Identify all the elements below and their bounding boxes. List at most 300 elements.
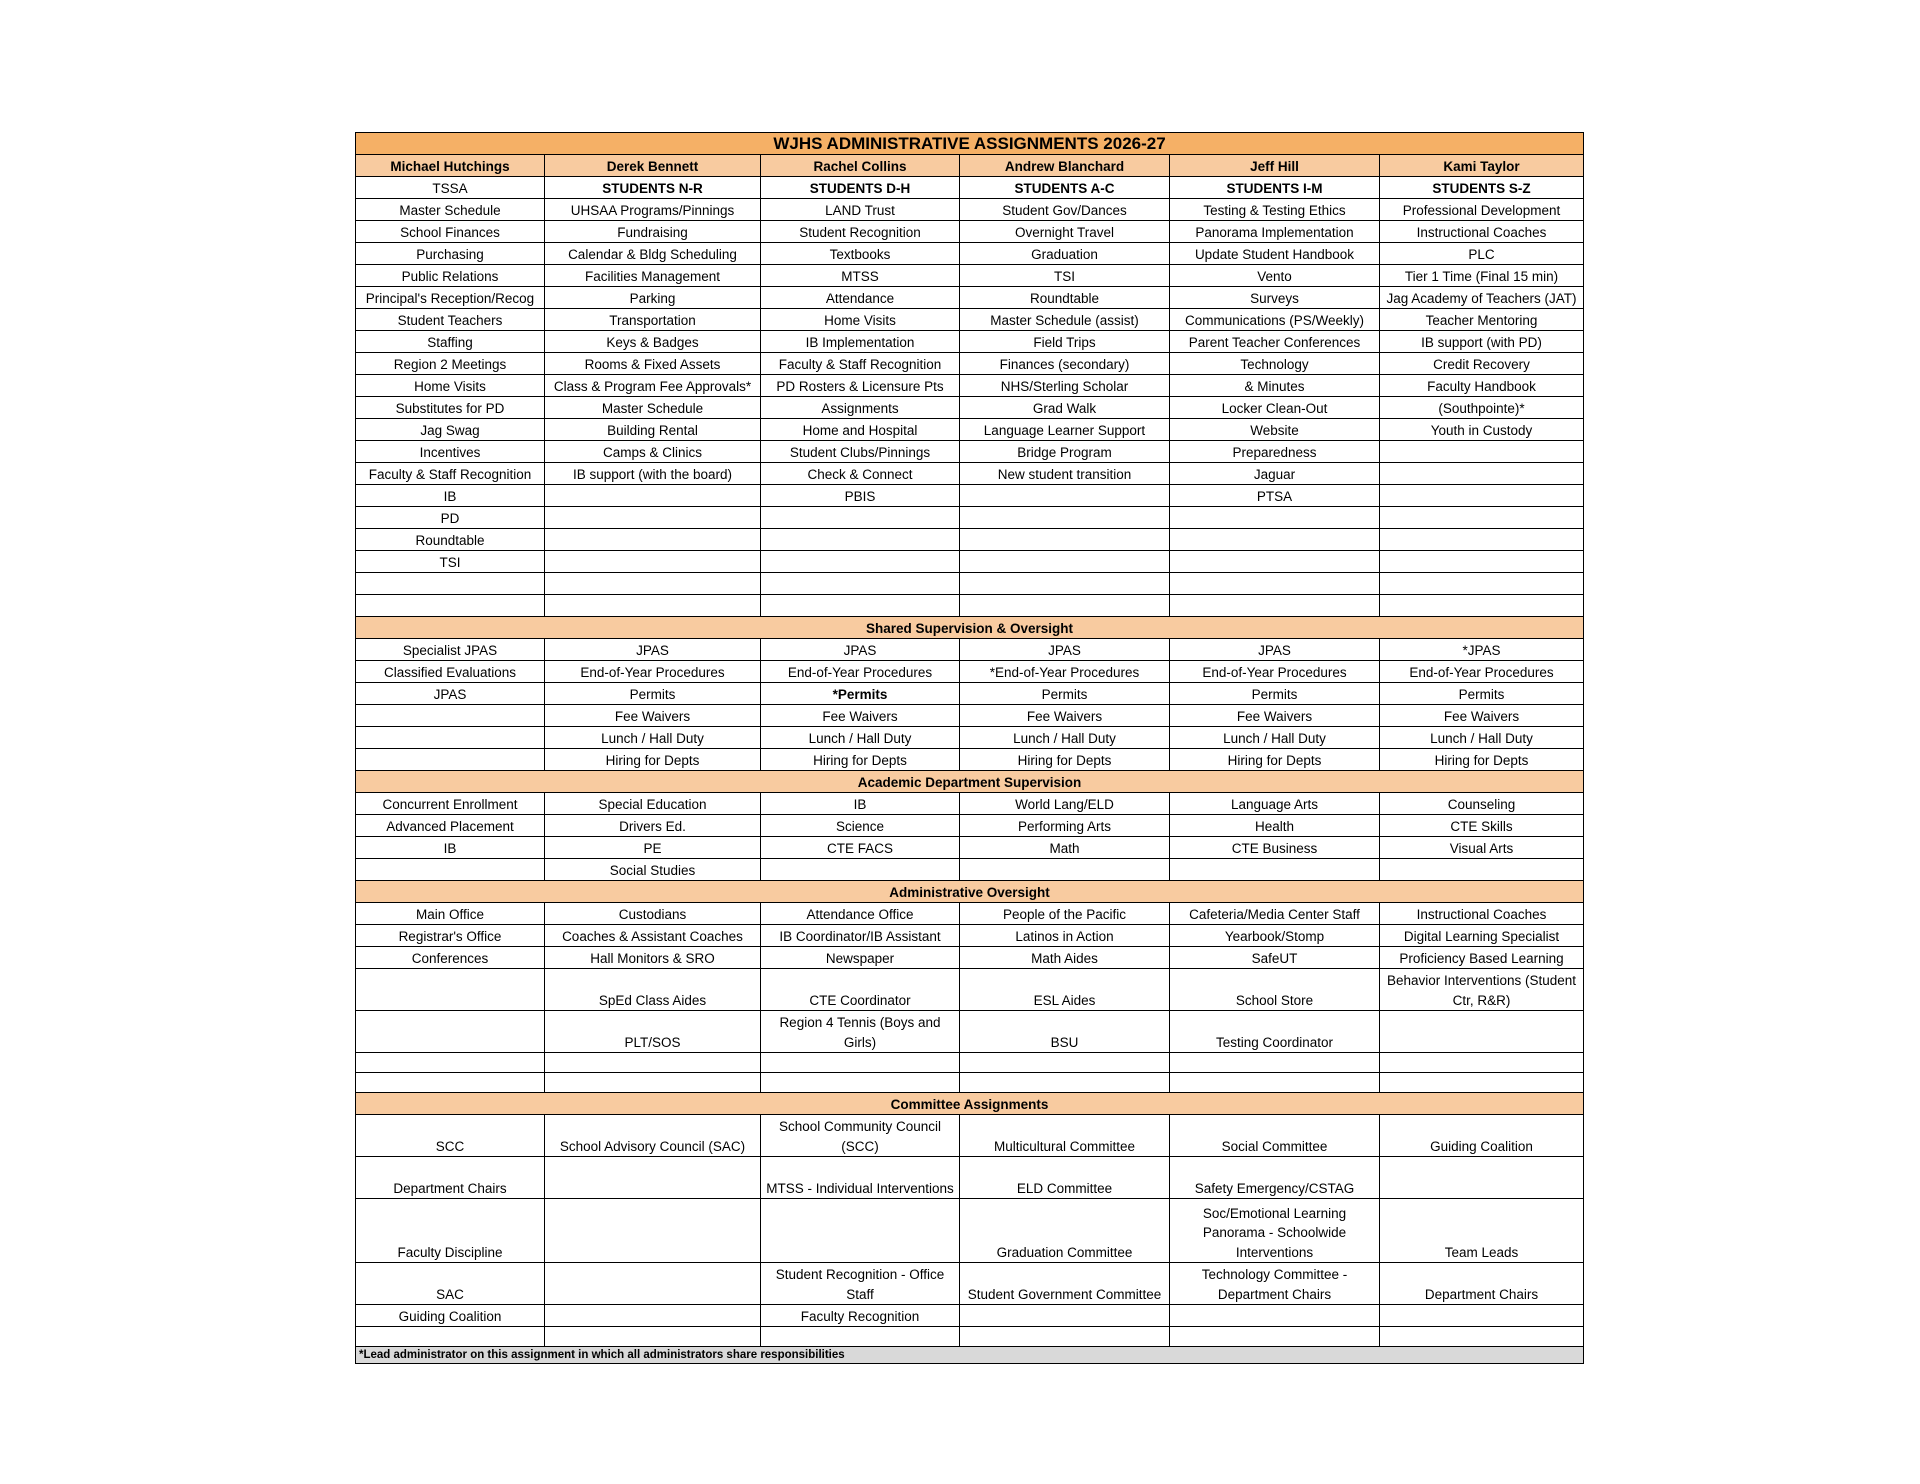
section-row bbox=[356, 969, 1584, 1011]
assignment-row bbox=[356, 309, 1584, 331]
table-cell: UHSAA Programs/Pinnings bbox=[545, 199, 761, 221]
assignment-row bbox=[356, 397, 1584, 419]
administrator-name: Derek Bennett bbox=[545, 155, 761, 177]
section-header-row bbox=[356, 1093, 1584, 1115]
table-cell: Registrar's Office bbox=[356, 925, 545, 947]
table-cell: Graduation Committee bbox=[960, 1199, 1170, 1263]
table-cell bbox=[545, 1199, 761, 1263]
table-cell bbox=[761, 595, 960, 617]
table-cell: Finances (secondary) bbox=[960, 353, 1170, 375]
table-cell: Professional Development bbox=[1380, 199, 1584, 221]
table-cell: Permits bbox=[545, 683, 761, 705]
page-title: WJHS ADMINISTRATIVE ASSIGNMENTS 2026-27 bbox=[356, 133, 1584, 155]
table-cell: End-of-Year Procedures bbox=[545, 661, 761, 683]
table-cell: Faculty & Staff Recognition bbox=[761, 353, 960, 375]
table-cell: Region 2 Meetings bbox=[356, 353, 545, 375]
table-cell: Math bbox=[960, 837, 1170, 859]
table-cell bbox=[545, 1053, 761, 1073]
section-header-row bbox=[356, 881, 1584, 903]
table-cell: Instructional Coaches bbox=[1380, 221, 1584, 243]
table-cell: Fee Waivers bbox=[960, 705, 1170, 727]
section-row bbox=[356, 1263, 1584, 1305]
table-cell: Technology Committee - Department Chairs bbox=[1170, 1263, 1380, 1305]
table-cell bbox=[1170, 1053, 1380, 1073]
assignment-row bbox=[356, 419, 1584, 441]
table-cell: JPAS bbox=[1170, 639, 1380, 661]
table-cell: Advanced Placement bbox=[356, 815, 545, 837]
assignment-row bbox=[356, 221, 1584, 243]
table-cell: Testing Coordinator bbox=[1170, 1011, 1380, 1053]
table-cell: Student Recognition - Office Staff bbox=[761, 1263, 960, 1305]
table-cell bbox=[761, 1053, 960, 1073]
table-cell bbox=[960, 529, 1170, 551]
table-cell: Panorama Implementation bbox=[1170, 221, 1380, 243]
assignment-row bbox=[356, 551, 1584, 573]
table-cell: BSU bbox=[960, 1011, 1170, 1053]
table-cell: TSI bbox=[960, 265, 1170, 287]
table-cell bbox=[356, 1073, 545, 1093]
table-cell bbox=[960, 595, 1170, 617]
table-cell: Lunch / Hall Duty bbox=[761, 727, 960, 749]
table-cell: Attendance bbox=[761, 287, 960, 309]
table-cell: Camps & Clinics bbox=[545, 441, 761, 463]
table-cell bbox=[1380, 1305, 1584, 1327]
table-cell: Health bbox=[1170, 815, 1380, 837]
table-cell: Fee Waivers bbox=[545, 705, 761, 727]
table-cell: PLC bbox=[1380, 243, 1584, 265]
table-cell: Overnight Travel bbox=[960, 221, 1170, 243]
table-cell bbox=[545, 595, 761, 617]
table-cell bbox=[1170, 573, 1380, 595]
table-cell: Department Chairs bbox=[1380, 1263, 1584, 1305]
table-cell bbox=[1380, 1073, 1584, 1093]
table-cell: Incentives bbox=[356, 441, 545, 463]
table-cell: Proficiency Based Learning bbox=[1380, 947, 1584, 969]
section-row bbox=[356, 1011, 1584, 1053]
table-cell: Facilities Management bbox=[545, 265, 761, 287]
table-cell: Home and Hospital bbox=[761, 419, 960, 441]
table-cell: MTSS - Individual Interventions bbox=[761, 1157, 960, 1199]
table-cell: Student Recognition bbox=[761, 221, 960, 243]
table-cell: Fee Waivers bbox=[1380, 705, 1584, 727]
section-row bbox=[356, 1157, 1584, 1199]
table-cell: Faculty Discipline bbox=[356, 1199, 545, 1263]
table-cell: CTE Business bbox=[1170, 837, 1380, 859]
assignment-row bbox=[356, 529, 1584, 551]
section-header-row bbox=[356, 617, 1584, 639]
table-cell: Guiding Coalition bbox=[356, 1305, 545, 1327]
table-cell: Multicultural Committee bbox=[960, 1115, 1170, 1157]
table-cell: Update Student Handbook bbox=[1170, 243, 1380, 265]
assignment-row bbox=[356, 243, 1584, 265]
table-cell: Website bbox=[1170, 419, 1380, 441]
table-cell: Roundtable bbox=[960, 287, 1170, 309]
table-cell bbox=[1380, 595, 1584, 617]
table-cell: Social Committee bbox=[1170, 1115, 1380, 1157]
table-cell: Faculty & Staff Recognition bbox=[356, 463, 545, 485]
table-cell: Keys & Badges bbox=[545, 331, 761, 353]
table-cell bbox=[356, 859, 545, 881]
table-cell: & Minutes bbox=[1170, 375, 1380, 397]
table-cell bbox=[545, 1327, 761, 1347]
table-cell: Purchasing bbox=[356, 243, 545, 265]
table-cell bbox=[960, 1327, 1170, 1347]
table-cell: School Finances bbox=[356, 221, 545, 243]
table-cell: Math Aides bbox=[960, 947, 1170, 969]
section-row bbox=[356, 1053, 1584, 1073]
table-cell: Behavior Interventions (Student Ctr, R&R) bbox=[1380, 969, 1584, 1011]
student-group: STUDENTS I-M bbox=[1170, 177, 1380, 199]
table-cell: Credit Recovery bbox=[1380, 353, 1584, 375]
table-cell bbox=[761, 1327, 960, 1347]
table-cell: Student Government Committee bbox=[960, 1263, 1170, 1305]
section-row bbox=[356, 1199, 1584, 1263]
table-cell bbox=[1170, 859, 1380, 881]
section-row bbox=[356, 903, 1584, 925]
table-cell: Bridge Program bbox=[960, 441, 1170, 463]
section-row bbox=[356, 1115, 1584, 1157]
table-cell bbox=[545, 507, 761, 529]
table-cell bbox=[1380, 573, 1584, 595]
table-cell: IB support (with the board) bbox=[545, 463, 761, 485]
table-cell: Fee Waivers bbox=[1170, 705, 1380, 727]
assignment-row bbox=[356, 485, 1584, 507]
table-cell: TSI bbox=[356, 551, 545, 573]
administrator-name: Kami Taylor bbox=[1380, 155, 1584, 177]
table-cell bbox=[545, 1073, 761, 1093]
table-cell bbox=[1170, 529, 1380, 551]
table-cell: Staffing bbox=[356, 331, 545, 353]
section-row bbox=[356, 815, 1584, 837]
section-row bbox=[356, 837, 1584, 859]
table-cell: Drivers Ed. bbox=[545, 815, 761, 837]
student-group-row bbox=[356, 177, 1584, 199]
table-cell: Faculty Handbook bbox=[1380, 375, 1584, 397]
table-cell bbox=[960, 1053, 1170, 1073]
table-cell: Hall Monitors & SRO bbox=[545, 947, 761, 969]
table-cell: Department Chairs bbox=[356, 1157, 545, 1199]
student-group: STUDENTS N-R bbox=[545, 177, 761, 199]
table-cell: Region 4 Tennis (Boys and Girls) bbox=[761, 1011, 960, 1053]
table-cell: Fee Waivers bbox=[761, 705, 960, 727]
table-cell: Attendance Office bbox=[761, 903, 960, 925]
table-cell: Visual Arts bbox=[1380, 837, 1584, 859]
table-cell: Assignments bbox=[761, 397, 960, 419]
table-cell: PLT/SOS bbox=[545, 1011, 761, 1053]
table-cell: School Store bbox=[1170, 969, 1380, 1011]
table-cell: Custodians bbox=[545, 903, 761, 925]
table-cell: Calendar & Bldg Scheduling bbox=[545, 243, 761, 265]
table-cell bbox=[356, 727, 545, 749]
table-cell: End-of-Year Procedures bbox=[1170, 661, 1380, 683]
table-cell bbox=[545, 1157, 761, 1199]
section-row bbox=[356, 793, 1584, 815]
section-row bbox=[356, 727, 1584, 749]
table-cell: School Community Council (SCC) bbox=[761, 1115, 960, 1157]
table-cell: Coaches & Assistant Coaches bbox=[545, 925, 761, 947]
section-row bbox=[356, 925, 1584, 947]
table-cell: JPAS bbox=[761, 639, 960, 661]
table-cell: Student Gov/Dances bbox=[960, 199, 1170, 221]
table-cell: ESL Aides bbox=[960, 969, 1170, 1011]
table-cell bbox=[545, 573, 761, 595]
table-cell: Principal's Reception/Recog bbox=[356, 287, 545, 309]
table-cell: Vento bbox=[1170, 265, 1380, 287]
table-cell: Performing Arts bbox=[960, 815, 1170, 837]
table-cell: Hiring for Depts bbox=[545, 749, 761, 771]
table-cell: Teacher Mentoring bbox=[1380, 309, 1584, 331]
table-cell bbox=[960, 551, 1170, 573]
student-group: STUDENTS A-C bbox=[960, 177, 1170, 199]
administrator-name: Rachel Collins bbox=[761, 155, 960, 177]
table-cell: End-of-Year Procedures bbox=[761, 661, 960, 683]
table-cell: Locker Clean-Out bbox=[1170, 397, 1380, 419]
section-row bbox=[356, 1305, 1584, 1327]
table-cell: JPAS bbox=[545, 639, 761, 661]
section-row bbox=[356, 705, 1584, 727]
table-cell bbox=[1170, 551, 1380, 573]
table-cell bbox=[356, 705, 545, 727]
table-cell: SCC bbox=[356, 1115, 545, 1157]
table-cell bbox=[356, 1053, 545, 1073]
table-cell: Parent Teacher Conferences bbox=[1170, 331, 1380, 353]
table-cell bbox=[1380, 1053, 1584, 1073]
assignment-row bbox=[356, 595, 1584, 617]
table-cell: Safety Emergency/CSTAG bbox=[1170, 1157, 1380, 1199]
assignment-row bbox=[356, 375, 1584, 397]
table-cell: IB bbox=[761, 793, 960, 815]
table-cell: Counseling bbox=[1380, 793, 1584, 815]
table-cell: *JPAS bbox=[1380, 639, 1584, 661]
assignment-row bbox=[356, 199, 1584, 221]
table-cell bbox=[1380, 507, 1584, 529]
table-cell: PTSA bbox=[1170, 485, 1380, 507]
table-cell: Student Teachers bbox=[356, 309, 545, 331]
table-cell: World Lang/ELD bbox=[960, 793, 1170, 815]
table-cell: Special Education bbox=[545, 793, 761, 815]
table-cell bbox=[1380, 529, 1584, 551]
table-cell: JPAS bbox=[356, 683, 545, 705]
table-cell: ELD Committee bbox=[960, 1157, 1170, 1199]
table-cell: People of the Pacific bbox=[960, 903, 1170, 925]
section-header: Committee Assignments bbox=[356, 1093, 1584, 1115]
section-header: Academic Department Supervision bbox=[356, 771, 1584, 793]
table-cell: Field Trips bbox=[960, 331, 1170, 353]
table-cell bbox=[761, 573, 960, 595]
table-cell: PE bbox=[545, 837, 761, 859]
table-cell bbox=[761, 507, 960, 529]
table-cell bbox=[545, 551, 761, 573]
table-cell: Communications (PS/Weekly) bbox=[1170, 309, 1380, 331]
assignment-row bbox=[356, 441, 1584, 463]
table-cell bbox=[356, 595, 545, 617]
administrator-name: Michael Hutchings bbox=[356, 155, 545, 177]
table-cell: Lunch / Hall Duty bbox=[545, 727, 761, 749]
table-cell: Hiring for Depts bbox=[761, 749, 960, 771]
table-cell: IB bbox=[356, 485, 545, 507]
table-cell: Conferences bbox=[356, 947, 545, 969]
section-row bbox=[356, 859, 1584, 881]
table-cell: End-of-Year Procedures bbox=[1380, 661, 1584, 683]
table-cell: PBIS bbox=[761, 485, 960, 507]
table-cell: Youth in Custody bbox=[1380, 419, 1584, 441]
table-cell: Grad Walk bbox=[960, 397, 1170, 419]
table-cell: Student Clubs/Pinnings bbox=[761, 441, 960, 463]
table-cell: Home Visits bbox=[761, 309, 960, 331]
table-cell bbox=[1170, 1073, 1380, 1093]
section-row bbox=[356, 1327, 1584, 1347]
table-cell bbox=[960, 1073, 1170, 1093]
table-cell: CTE FACS bbox=[761, 837, 960, 859]
table-cell: Master Schedule (assist) bbox=[960, 309, 1170, 331]
section-row bbox=[356, 749, 1584, 771]
table-cell: Social Studies bbox=[545, 859, 761, 881]
table-cell: Latinos in Action bbox=[960, 925, 1170, 947]
table-cell bbox=[1380, 463, 1584, 485]
section-header: Administrative Oversight bbox=[356, 881, 1584, 903]
administrator-name: Andrew Blanchard bbox=[960, 155, 1170, 177]
table-cell: LAND Trust bbox=[761, 199, 960, 221]
table-cell bbox=[545, 529, 761, 551]
table-cell: Public Relations bbox=[356, 265, 545, 287]
table-cell: Lunch / Hall Duty bbox=[1170, 727, 1380, 749]
table-cell: Yearbook/Stomp bbox=[1170, 925, 1380, 947]
table-cell: Digital Learning Specialist bbox=[1380, 925, 1584, 947]
table-cell bbox=[761, 551, 960, 573]
table-cell bbox=[960, 573, 1170, 595]
table-cell bbox=[356, 573, 545, 595]
assignments-table bbox=[355, 132, 1584, 1364]
table-cell: IB Coordinator/IB Assistant bbox=[761, 925, 960, 947]
table-cell: Concurrent Enrollment bbox=[356, 793, 545, 815]
table-cell: Class & Program Fee Approvals* bbox=[545, 375, 761, 397]
table-cell: Tier 1 Time (Final 15 min) bbox=[1380, 265, 1584, 287]
table-cell bbox=[960, 859, 1170, 881]
table-cell: Permits bbox=[960, 683, 1170, 705]
table-cell: IB Implementation bbox=[761, 331, 960, 353]
table-cell: Textbooks bbox=[761, 243, 960, 265]
table-cell: Lunch / Hall Duty bbox=[1380, 727, 1584, 749]
table-cell: Parking bbox=[545, 287, 761, 309]
table-cell: *End-of-Year Procedures bbox=[960, 661, 1170, 683]
table-cell: Hiring for Depts bbox=[1170, 749, 1380, 771]
table-cell: Building Rental bbox=[545, 419, 761, 441]
student-group: TSSA bbox=[356, 177, 545, 199]
assignment-row bbox=[356, 265, 1584, 287]
table-cell: School Advisory Council (SAC) bbox=[545, 1115, 761, 1157]
table-cell bbox=[1380, 441, 1584, 463]
student-group: STUDENTS D-H bbox=[761, 177, 960, 199]
table-cell bbox=[1170, 507, 1380, 529]
table-cell bbox=[356, 1011, 545, 1053]
table-cell: Classified Evaluations bbox=[356, 661, 545, 683]
table-cell: IB support (with PD) bbox=[1380, 331, 1584, 353]
table-cell: *Permits bbox=[761, 683, 960, 705]
table-cell: PD bbox=[356, 507, 545, 529]
assignment-row bbox=[356, 507, 1584, 529]
table-cell: Instructional Coaches bbox=[1380, 903, 1584, 925]
table-cell bbox=[545, 485, 761, 507]
table-cell bbox=[356, 749, 545, 771]
table-cell bbox=[960, 485, 1170, 507]
administrator-header-row bbox=[356, 155, 1584, 177]
table-cell: JPAS bbox=[960, 639, 1170, 661]
table-cell: Roundtable bbox=[356, 529, 545, 551]
table-cell bbox=[1170, 1327, 1380, 1347]
section-row bbox=[356, 661, 1584, 683]
table-cell: SafeUT bbox=[1170, 947, 1380, 969]
section-row bbox=[356, 947, 1584, 969]
table-cell bbox=[545, 1305, 761, 1327]
table-cell: Master Schedule bbox=[545, 397, 761, 419]
table-cell: Permits bbox=[1380, 683, 1584, 705]
assignment-row bbox=[356, 331, 1584, 353]
table-cell bbox=[356, 1327, 545, 1347]
section-header-row bbox=[356, 771, 1584, 793]
student-group: STUDENTS S-Z bbox=[1380, 177, 1584, 199]
table-cell: Jag Academy of Teachers (JAT) bbox=[1380, 287, 1584, 309]
table-cell bbox=[761, 529, 960, 551]
table-cell bbox=[761, 1199, 960, 1263]
table-cell: Lunch / Hall Duty bbox=[960, 727, 1170, 749]
table-cell: MTSS bbox=[761, 265, 960, 287]
table-cell: Hiring for Depts bbox=[960, 749, 1170, 771]
table-cell: Guiding Coalition bbox=[1380, 1115, 1584, 1157]
table-cell: CTE Skills bbox=[1380, 815, 1584, 837]
table-cell: Technology bbox=[1170, 353, 1380, 375]
table-cell bbox=[1380, 859, 1584, 881]
administrator-name: Jeff Hill bbox=[1170, 155, 1380, 177]
table-cell: PD Rosters & Licensure Pts bbox=[761, 375, 960, 397]
table-cell bbox=[761, 859, 960, 881]
table-cell: Master Schedule bbox=[356, 199, 545, 221]
title-row bbox=[356, 133, 1584, 155]
section-header: Shared Supervision & Oversight bbox=[356, 617, 1584, 639]
table-cell: SpEd Class Aides bbox=[545, 969, 761, 1011]
table-cell: IB bbox=[356, 837, 545, 859]
table-cell: Testing & Testing Ethics bbox=[1170, 199, 1380, 221]
table-cell: SAC bbox=[356, 1263, 545, 1305]
table-cell: Cafeteria/Media Center Staff bbox=[1170, 903, 1380, 925]
table-cell: Substitutes for PD bbox=[356, 397, 545, 419]
table-cell: Language Arts bbox=[1170, 793, 1380, 815]
table-cell: Main Office bbox=[356, 903, 545, 925]
table-cell bbox=[356, 969, 545, 1011]
table-cell: Transportation bbox=[545, 309, 761, 331]
table-cell bbox=[1380, 485, 1584, 507]
section-row bbox=[356, 1073, 1584, 1093]
table-cell bbox=[960, 507, 1170, 529]
table-cell: Language Learner Support bbox=[960, 419, 1170, 441]
assignment-row bbox=[356, 353, 1584, 375]
table-cell: New student transition bbox=[960, 463, 1170, 485]
section-row bbox=[356, 639, 1584, 661]
table-cell: Check & Connect bbox=[761, 463, 960, 485]
table-cell bbox=[1380, 551, 1584, 573]
footnote-row bbox=[356, 1347, 1584, 1364]
table-cell: Preparedness bbox=[1170, 441, 1380, 463]
table-cell bbox=[1380, 1327, 1584, 1347]
table-cell: Jag Swag bbox=[356, 419, 545, 441]
section-row bbox=[356, 683, 1584, 705]
table-cell bbox=[1380, 1157, 1584, 1199]
table-cell: Graduation bbox=[960, 243, 1170, 265]
table-cell bbox=[761, 1073, 960, 1093]
table-cell: Permits bbox=[1170, 683, 1380, 705]
assignment-row bbox=[356, 287, 1584, 309]
table-cell: Specialist JPAS bbox=[356, 639, 545, 661]
table-cell: Soc/Emotional Learning Panorama - Schoolwide Interventions bbox=[1170, 1199, 1380, 1263]
